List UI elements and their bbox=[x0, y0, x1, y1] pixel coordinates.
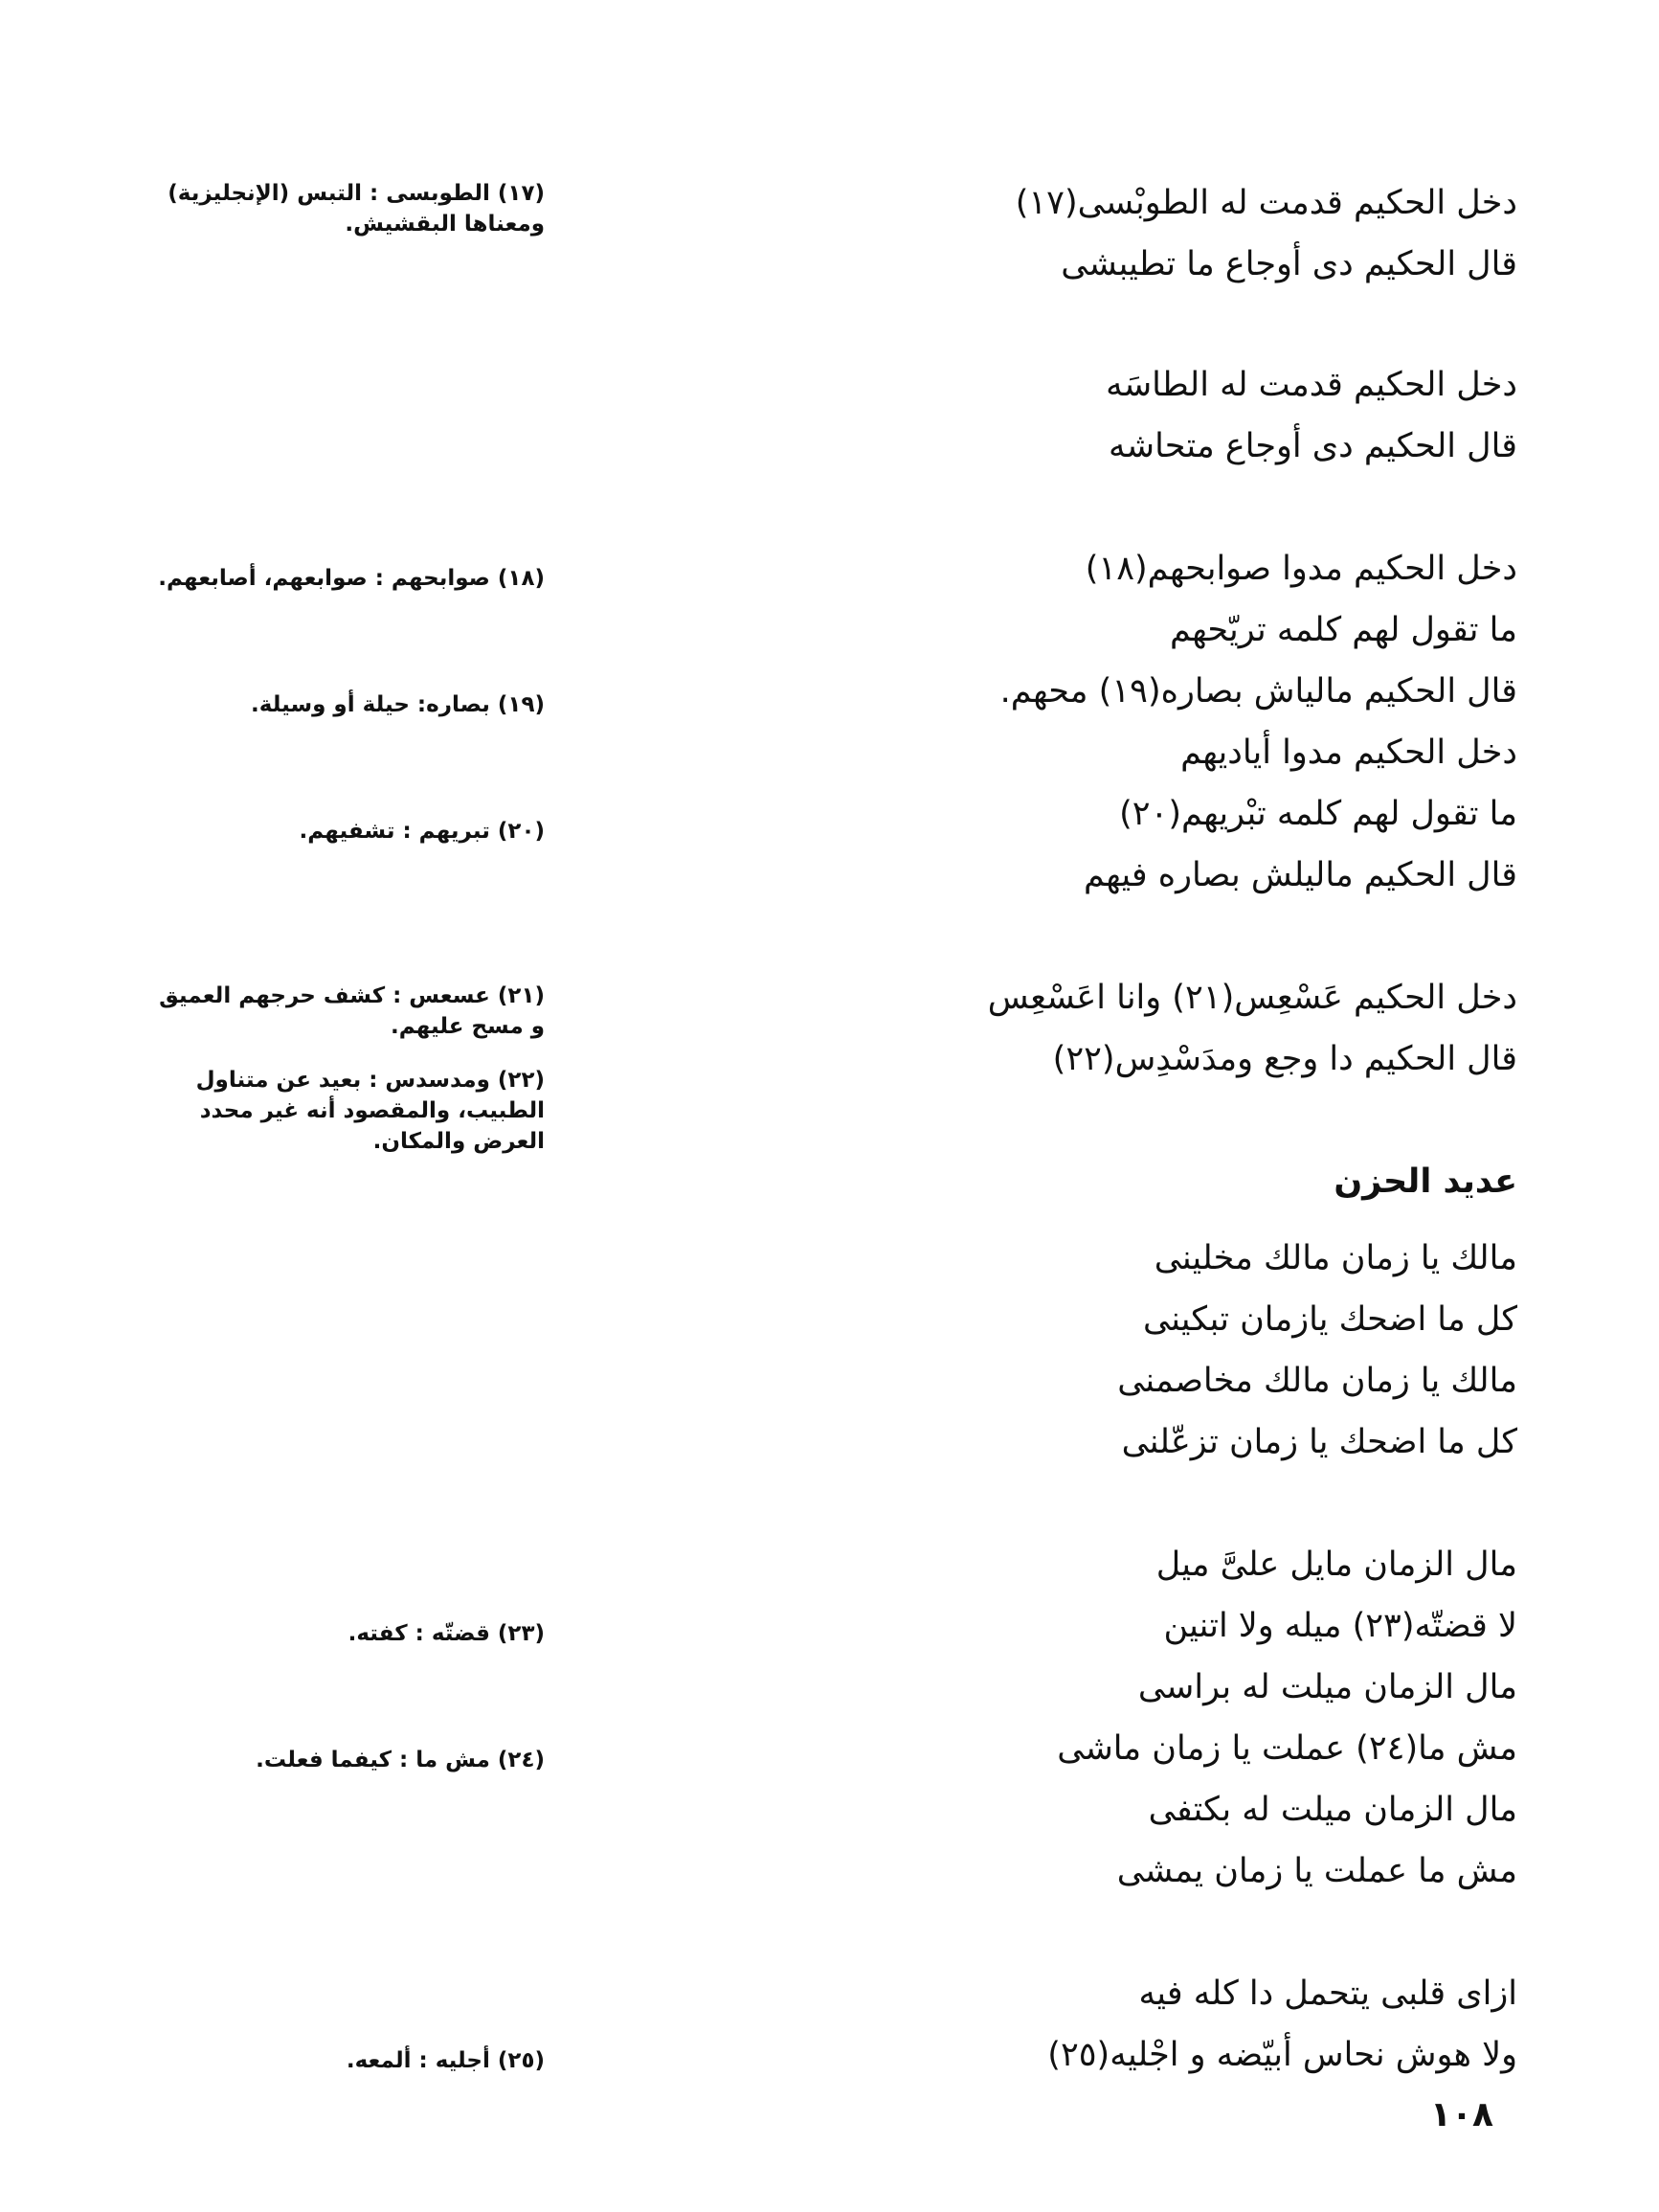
poem-line: قال الحكيم دا وجع ومدَسْدِس(٢٢) bbox=[1052, 1040, 1517, 1078]
poem-line: مالك يا زمان مالك مخلينى bbox=[1154, 1239, 1517, 1277]
poem-line: مش ما عملت يا زمان يمشى bbox=[1116, 1852, 1517, 1890]
footnote-25: (٢٥) أجليه : ألمعه. bbox=[346, 2048, 545, 2073]
page-number: ١٠٨ bbox=[1430, 2095, 1493, 2134]
poem-line: دخل الحكيم عَسْعِس(٢١) وانا اعَسْعِس bbox=[987, 979, 1517, 1017]
poem-line: مال الزمان ميلت له براسى bbox=[1137, 1668, 1517, 1706]
poem-line: دخل الحكيم مدوا أياديهم bbox=[1180, 734, 1517, 772]
poem-line: مش ما(٢٤) عملت يا زمان ماشى bbox=[1057, 1729, 1517, 1768]
footnote-24: (٢٤) مش ما : كيفما فعلت. bbox=[256, 1748, 545, 1772]
footnote-20: (٢٠) تبريهم : تشفيهم. bbox=[299, 819, 545, 844]
poem-line: مالك يا زمان مالك مخاصمنى bbox=[1117, 1362, 1517, 1400]
section-title: عديد الحزن bbox=[1334, 1162, 1517, 1201]
poem-line: ازاى قلبى يتحمل دا كله فيه bbox=[1138, 1975, 1517, 2013]
poem-block-2 bbox=[1106, 354, 1517, 477]
poem-line: دخل الحكيم قدمت له الطاسَه bbox=[1106, 366, 1517, 404]
poem-line: دخل الحكيم مدوا صوابحهم(١٨) bbox=[1085, 550, 1517, 588]
footnote-21: (٢١) عسعس : كشف حرجهم العميق و مسح عليهم. bbox=[159, 983, 545, 1039]
poem-line: قال الحكيم دى أوجاع ما تطيبشى bbox=[1061, 245, 1517, 283]
poem-line: كل ما اضحك يازمان تبكينى bbox=[1143, 1300, 1517, 1339]
poem-block-7 bbox=[1047, 1963, 1517, 2086]
poem-line: مال الزمان ميلت له بكتفى bbox=[1148, 1791, 1517, 1829]
poem-line: كل ما اضحك يا زمان تزعّلنى bbox=[1121, 1423, 1517, 1461]
footnote-17: (١٧) الطوبسى : التبس (الإنجليزية) ومعناها البقشيش. bbox=[168, 181, 545, 237]
poem-line: قال الحكيم ماليلش بصاره فيهم bbox=[1083, 856, 1517, 894]
poem-block-4 bbox=[988, 967, 1517, 1090]
poem-block-6 bbox=[1057, 1534, 1517, 1902]
poem-block-1 bbox=[1016, 172, 1517, 295]
footnote-18: (١٨) صوابحهم : صوابعهم، أصابعهم. bbox=[158, 566, 545, 591]
poem-block-5 bbox=[1117, 1228, 1517, 1473]
poem-line: قال الحكيم دى أوجاع متحاشه bbox=[1109, 427, 1517, 465]
poem-line: ما تقول لهم كلمه تريّحهم bbox=[1169, 611, 1517, 649]
footnote-22: (٢٢) ومدسدس : بعيد عن متناول الطبيب، والمقصود أنه غير محدد العرض والمكان. bbox=[195, 1068, 545, 1154]
poem-block-3 bbox=[1000, 538, 1517, 906]
footnote-23: (٢٣) قضتّه : كفته. bbox=[347, 1621, 545, 1646]
poem-line: ولا هوش نحاس أبيّضه و اجْليه(٢٥) bbox=[1047, 2036, 1517, 2074]
poem-line: ما تقول لهم كلمه تبْريهم(٢٠) bbox=[1119, 795, 1517, 833]
footnote-19: (١٩) بصاره: حيلة أو وسيلة. bbox=[251, 692, 545, 717]
poem-line: دخل الحكيم قدمت له الطوبْسى(١٧) bbox=[1015, 184, 1517, 222]
poem-line: لا قضتّه(٢٣) ميله ولا اتنين bbox=[1163, 1607, 1517, 1645]
poem-line: مال الزمان مايل علىَّ ميل bbox=[1155, 1546, 1517, 1584]
poem-line: قال الحكيم مالياش بصاره(١٩) محهم. bbox=[999, 672, 1517, 711]
